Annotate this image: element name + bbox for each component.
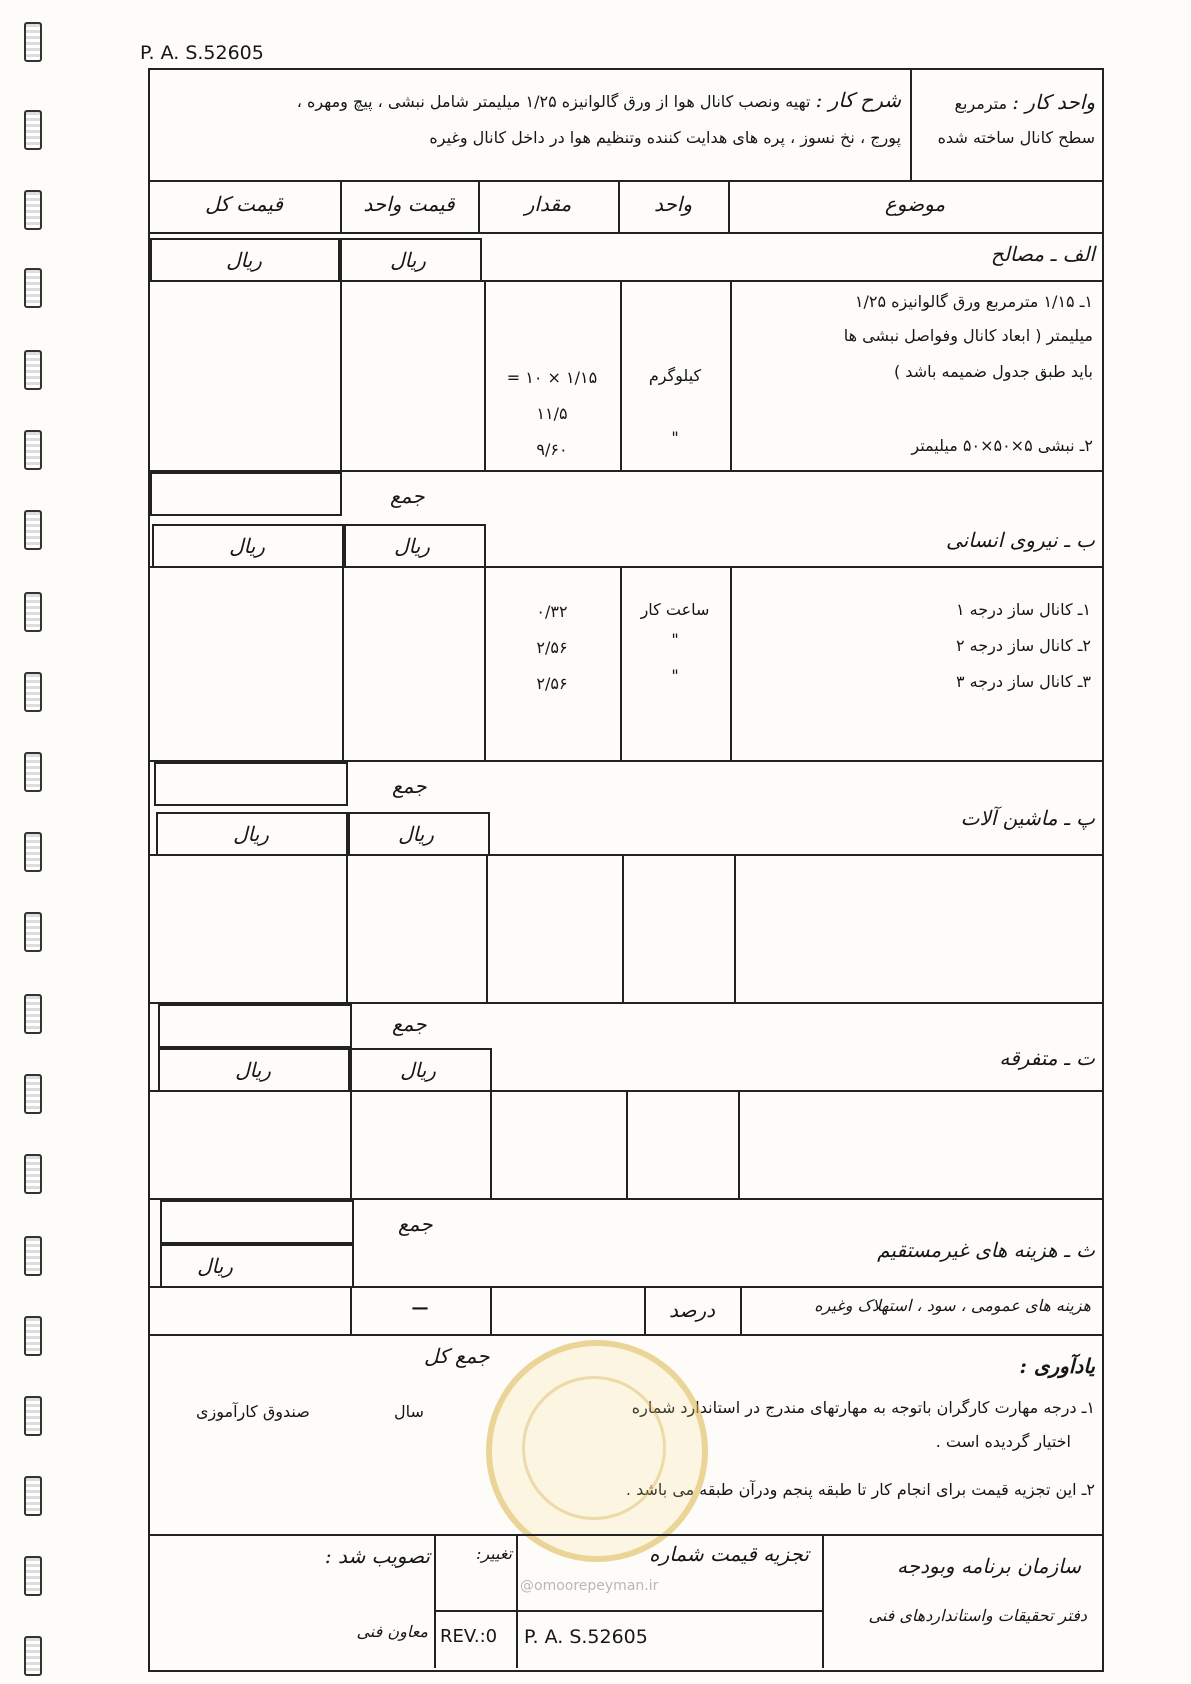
- watermark-seal: [486, 1340, 708, 1562]
- work-unit: [915, 90, 1095, 114]
- labor-qty1: ۰/۳۲: [536, 602, 568, 621]
- rial-label: ریال: [226, 248, 262, 272]
- materials-unit1: کیلوگرم: [648, 366, 702, 385]
- materials-item1-line2: میلیمتر ( ابعاد کانال وفواصل نبشی ها: [843, 326, 1093, 345]
- rial-label: ریال: [229, 534, 265, 558]
- row-line: [148, 1334, 1102, 1336]
- watermark-seal-inner: [522, 1376, 666, 1520]
- footer-mid-line: [434, 1610, 822, 1612]
- work-desc-label: شرح کار :: [815, 88, 901, 112]
- change-label: تغییر:: [475, 1544, 512, 1563]
- binder-hole: [24, 1236, 42, 1276]
- col-line: [622, 854, 624, 1002]
- row-line: [148, 566, 1102, 568]
- materials-item1-line3: باید طبق جدول ضمیمه باشد ): [893, 362, 1093, 381]
- col-line: [486, 854, 488, 1002]
- section-labor-title: ب ـ نیروی انسانی: [945, 528, 1095, 552]
- materials-item2: ۲ـ نبشی ۵×۵۰×۵۰ میلیمتر: [911, 436, 1093, 455]
- binder-hole: [24, 1154, 42, 1194]
- col-line: [730, 280, 732, 470]
- labor-sum-label: جمع: [392, 774, 427, 798]
- fund-label: صندوق کارآموزی: [196, 1402, 310, 1421]
- machinery-sum-label: جمع: [392, 1012, 427, 1036]
- section-materials-title: الف ـ مصالح: [990, 242, 1095, 266]
- materials-sum-box: [150, 472, 342, 516]
- col-line: [340, 280, 342, 470]
- col-line: [620, 566, 622, 760]
- rial-label: ریال: [398, 822, 434, 846]
- col-line: [490, 1090, 492, 1198]
- labor-ditto: ": [671, 666, 679, 685]
- binder-hole: [24, 752, 42, 792]
- col-line: [738, 1090, 740, 1198]
- footer-line: [516, 1534, 518, 1668]
- col-line: [734, 854, 736, 1002]
- rial-label: ریال: [390, 248, 426, 272]
- binder-hole: [24, 1396, 42, 1436]
- labor-unit1: ساعت کار: [640, 600, 710, 619]
- labor-item2: ۲ـ کانال ساز درجه ۲: [956, 636, 1091, 655]
- binder-hole: [24, 592, 42, 632]
- col-line: [626, 1090, 628, 1198]
- work-desc-text1: تهیه ونصب کانال هوا از ورق گالوانیزه ۱/۲۵ میلیمتر شامل نبشی ، پیچ ومهره ،: [296, 92, 811, 111]
- rial-label: ریال: [197, 1254, 233, 1278]
- binder-hole: [24, 430, 42, 470]
- binder-hole: [24, 1074, 42, 1114]
- org-office: دفتر تحقیقات واستانداردهای فنی: [868, 1606, 1087, 1625]
- work-description-line2: پورج ، نخ نسوز ، پره های هدایت کننده وتنظیم هوا در داخل کانال وغیره: [429, 128, 901, 147]
- machinery-sum-box: [158, 1004, 352, 1048]
- analysis-number-label: تجزیه قیمت شماره: [649, 1542, 809, 1566]
- binder-hole: [24, 994, 42, 1034]
- binder-hole: [24, 912, 42, 952]
- misc-sum-box: [160, 1200, 354, 1244]
- watermark-text: @omoorepeyman.ir: [520, 1578, 659, 1594]
- rial-label: ریال: [400, 1058, 436, 1082]
- col-line: [490, 1286, 492, 1334]
- rial-label: ریال: [233, 822, 269, 846]
- row-line: [148, 854, 1102, 856]
- binder-hole: [24, 1316, 42, 1356]
- unit-value: مترمربع: [954, 94, 1008, 113]
- notes-line2: ۲ـ این تجزیه قیمت برای انجام کار تا طبقه پنجم ودرآن طبقه می باشد .: [625, 1480, 1095, 1499]
- approved-label: تصویب شد :: [324, 1544, 430, 1568]
- materials-sum-label: جمع: [390, 484, 425, 508]
- materials-qty1b: ۱۱/۵: [536, 404, 568, 423]
- row-line: [148, 1286, 1102, 1288]
- binder-hole: [24, 1476, 42, 1516]
- header-split: [910, 68, 912, 180]
- notes-title: یادآوری :: [1019, 1354, 1095, 1378]
- col-line: [342, 566, 344, 760]
- notes-line1b: اختیار گردیده است .: [935, 1432, 1071, 1451]
- binder-hole: [24, 1556, 42, 1596]
- binder-hole: [24, 510, 42, 550]
- binder-hole: [24, 672, 42, 712]
- notes-line1: ۱ـ درجه مهارت کارگران باتوجه به مهارتهای مندرج در استاندارد شماره: [631, 1398, 1095, 1417]
- col-unit: واحد: [653, 192, 693, 216]
- col-line: [346, 854, 348, 1002]
- unit-label: واحد کار :: [1012, 90, 1095, 114]
- header-divider: [148, 180, 1102, 182]
- materials-ditto: ": [671, 428, 679, 447]
- binder-hole: [24, 22, 42, 62]
- labor-item3: ۳ـ کانال ساز درجه ۳: [956, 672, 1091, 691]
- labor-ditto: ": [671, 630, 679, 649]
- work-unit-line2: سطح کانال ساخته شده: [937, 128, 1095, 147]
- col-line: [484, 280, 486, 470]
- col-quantity: مقدار: [524, 192, 572, 216]
- col-total-price: قیمت کل: [205, 192, 283, 216]
- indirect-dash: —: [411, 1298, 429, 1318]
- col-subject: موضوع: [884, 192, 946, 216]
- rev-label: REV.:0: [440, 1626, 498, 1647]
- doc-code-top: P. A. S.52605: [140, 42, 264, 64]
- binder-hole: [24, 190, 42, 230]
- labor-item1: ۱ـ کانال ساز درجه ۱: [956, 600, 1091, 619]
- section-machinery-title: پ ـ ماشین آلات: [960, 806, 1095, 830]
- binder-hole: [24, 1636, 42, 1676]
- labor-sum-box: [154, 762, 348, 806]
- materials-qty1: ۱/۱۵ × ۱۰ =: [506, 368, 598, 387]
- analysis-code: P. A. S.52605: [524, 1626, 648, 1648]
- labor-qty2: ۲/۵۶: [536, 638, 568, 657]
- materials-item1-line1: ۱ـ ۱/۱۵ مترمربع ورق گالوانیزه ۱/۲۵: [854, 292, 1093, 311]
- binder-hole: [24, 832, 42, 872]
- col-unit-price: قیمت واحد: [363, 192, 455, 216]
- work-description-line1: [281, 88, 901, 112]
- col-line: [740, 1286, 742, 1334]
- rial-label: ریال: [394, 534, 430, 558]
- col-line: [350, 1090, 352, 1198]
- col-line: [730, 566, 732, 760]
- materials-qty2: ۹/۶۰: [536, 440, 568, 459]
- org-name: سازمان برنامه وبودجه: [897, 1554, 1081, 1578]
- rial-label: ریال: [235, 1058, 271, 1082]
- footer-top-line: [148, 1534, 1102, 1536]
- row-line: [148, 280, 1102, 282]
- approver-title: معاون فنی: [356, 1622, 428, 1641]
- row-line: [148, 1090, 1102, 1092]
- footer-line: [822, 1534, 824, 1668]
- section-misc-title: ت ـ متفرقه: [999, 1046, 1095, 1070]
- column-header-bottom: [148, 232, 1102, 234]
- fund-year-label: سال: [394, 1402, 424, 1421]
- col-line: [484, 566, 486, 760]
- binder-hole: [24, 350, 42, 390]
- binder-hole: [24, 268, 42, 308]
- indirect-row-text: هزینه های عمومی ، سود ، استهلاک وغیره: [814, 1296, 1091, 1315]
- binder-hole: [24, 110, 42, 150]
- indirect-unit: درصد: [668, 1298, 716, 1322]
- misc-sum-label: جمع: [398, 1212, 433, 1236]
- labor-qty3: ۲/۵۶: [536, 674, 568, 693]
- grand-total-label: جمع کل: [424, 1344, 490, 1368]
- section-indirect-title: ث ـ هزینه های غیرمستقیم: [877, 1238, 1095, 1262]
